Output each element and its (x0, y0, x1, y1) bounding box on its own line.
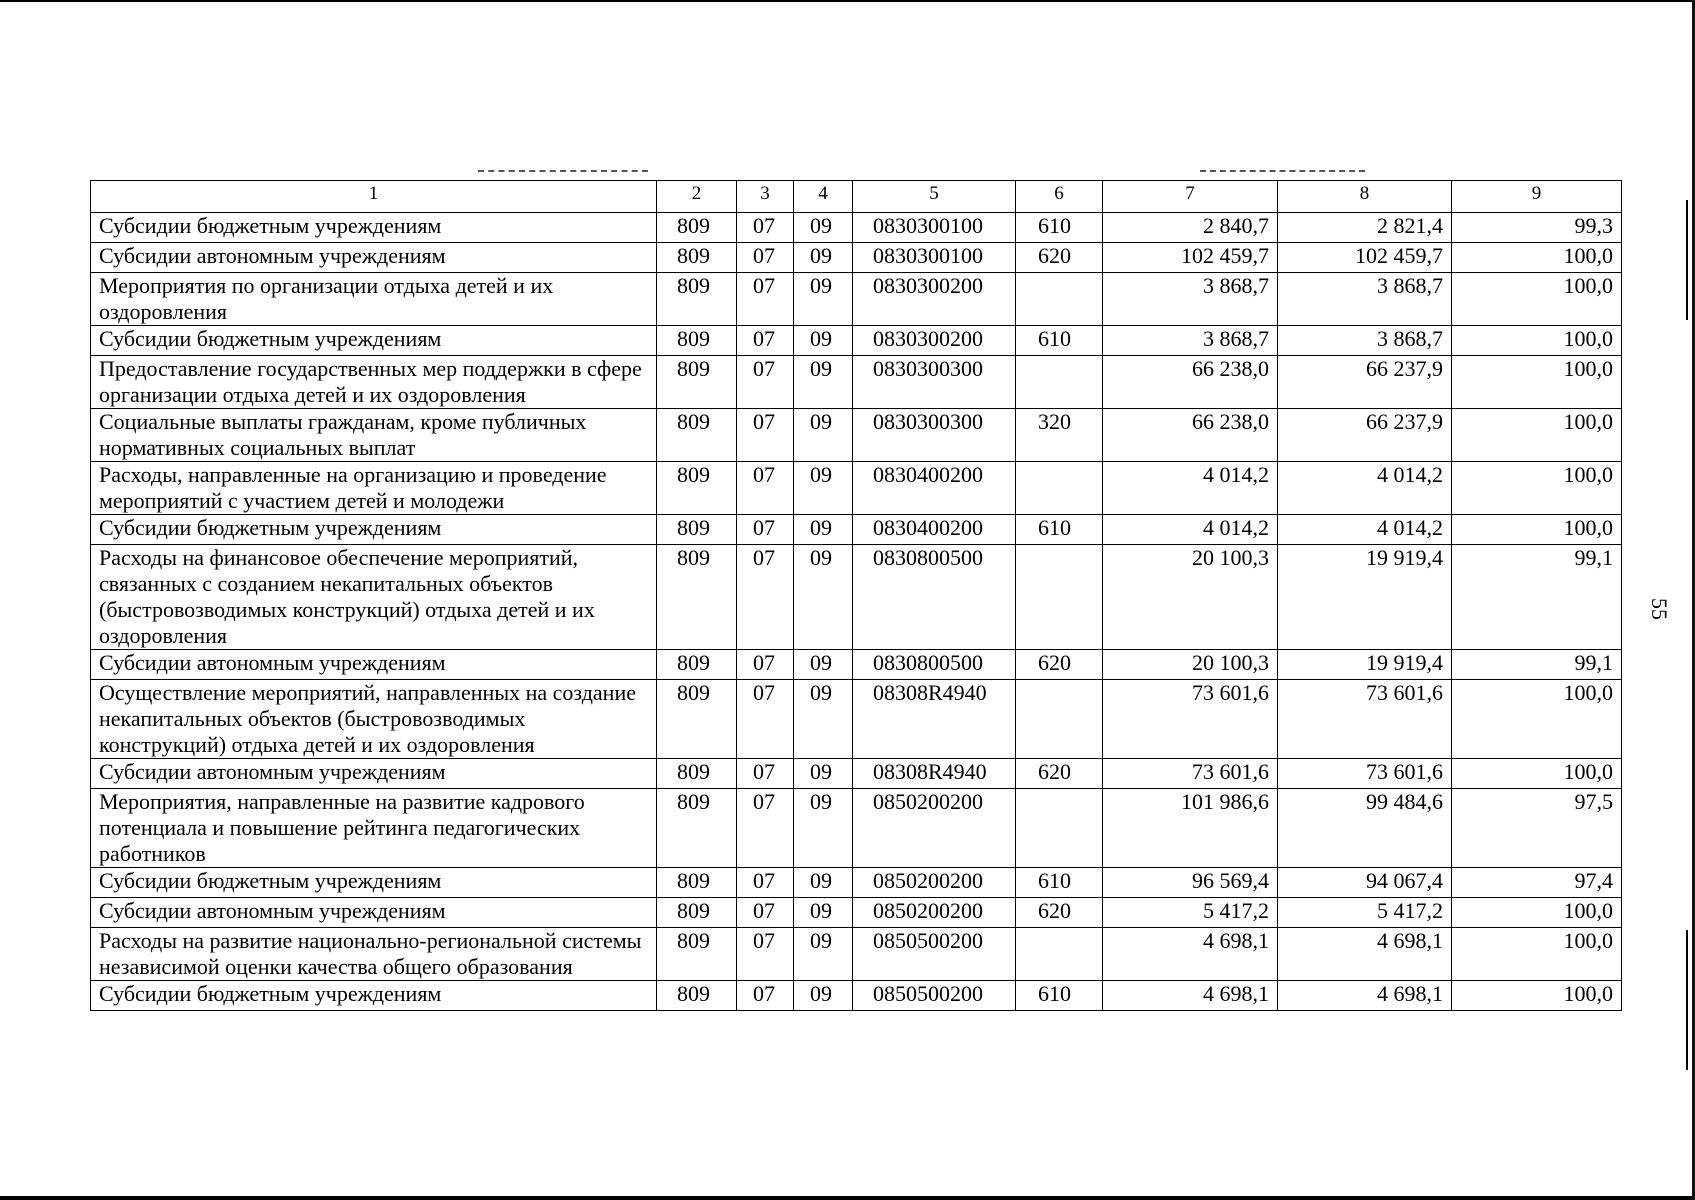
table-row (91, 898, 1622, 928)
table-row (91, 213, 1622, 243)
expense-type-cell: 610 (1016, 213, 1103, 243)
target-article-cell: 0830400200 (853, 462, 1016, 515)
section-code-cell: 07 (737, 898, 794, 928)
expense-type-cell: 620 (1016, 243, 1103, 273)
target-article-cell: 0830300200 (853, 273, 1016, 326)
admin-code-cell: 809 (657, 243, 737, 273)
subsection-code-cell: 09 (794, 356, 853, 409)
section-code-cell: 07 (737, 981, 794, 1011)
execution-percent-cell: 99,3 (1452, 213, 1622, 243)
executed-amount-cell: 4 014,2 (1278, 515, 1452, 545)
admin-code-cell: 809 (657, 409, 737, 462)
planned-amount-cell: 66 238,0 (1103, 356, 1278, 409)
execution-percent-cell: 97,4 (1452, 868, 1622, 898)
planned-amount-cell: 3 868,7 (1103, 273, 1278, 326)
target-article-cell: 0850500200 (853, 981, 1016, 1011)
column-header: 3 (737, 181, 794, 213)
binding-mark (1686, 930, 1688, 1070)
section-code-cell: 07 (737, 680, 794, 759)
subsection-code-cell: 09 (794, 545, 853, 650)
expense-type-cell (1016, 545, 1103, 650)
column-header: 7 (1103, 181, 1278, 213)
execution-percent-cell: 100,0 (1452, 898, 1622, 928)
table-row (91, 650, 1622, 680)
expense-type-cell (1016, 928, 1103, 981)
expense-name-cell: Мероприятия, направленные на развитие кадрового потенциала и повышение рейтинга педагогических работников (91, 789, 657, 868)
section-code-cell: 07 (737, 928, 794, 981)
executed-amount-cell: 66 237,9 (1278, 409, 1452, 462)
expense-name-cell: Мероприятия по организации отдыха детей и их оздоровления (91, 273, 657, 326)
expense-type-cell: 610 (1016, 868, 1103, 898)
executed-amount-cell: 4 014,2 (1278, 462, 1452, 515)
section-code-cell: 07 (737, 759, 794, 789)
expense-type-cell: 610 (1016, 515, 1103, 545)
admin-code-cell: 809 (657, 981, 737, 1011)
expense-name-cell: Субсидии бюджетным учреждениям (91, 515, 657, 545)
expense-type-cell (1016, 273, 1103, 326)
expense-name-cell: Субсидии автономным учреждениям (91, 759, 657, 789)
expense-type-cell: 610 (1016, 326, 1103, 356)
admin-code-cell: 809 (657, 650, 737, 680)
executed-amount-cell: 94 067,4 (1278, 868, 1452, 898)
planned-amount-cell: 4 014,2 (1103, 462, 1278, 515)
subsection-code-cell: 09 (794, 515, 853, 545)
target-article-cell: 0830800500 (853, 545, 1016, 650)
subsection-code-cell: 09 (794, 409, 853, 462)
planned-amount-cell: 3 868,7 (1103, 326, 1278, 356)
section-code-cell: 07 (737, 356, 794, 409)
executed-amount-cell: 19 919,4 (1278, 650, 1452, 680)
execution-percent-cell: 100,0 (1452, 680, 1622, 759)
subsection-code-cell: 09 (794, 928, 853, 981)
section-code-cell: 07 (737, 213, 794, 243)
planned-amount-cell: 2 840,7 (1103, 213, 1278, 243)
admin-code-cell: 809 (657, 868, 737, 898)
execution-percent-cell: 100,0 (1452, 243, 1622, 273)
table-row (91, 680, 1622, 759)
executed-amount-cell: 99 484,6 (1278, 789, 1452, 868)
subsection-code-cell: 09 (794, 243, 853, 273)
section-code-cell: 07 (737, 868, 794, 898)
table-row (91, 462, 1622, 515)
expense-name-cell: Социальные выплаты гражданам, кроме публичных нормативных социальных выплат (91, 409, 657, 462)
planned-amount-cell: 66 238,0 (1103, 409, 1278, 462)
subsection-code-cell: 09 (794, 898, 853, 928)
expense-name-cell: Расходы, направленные на организацию и проведение мероприятий с участием детей и молодежи (91, 462, 657, 515)
subsection-code-cell: 09 (794, 326, 853, 356)
section-code-cell: 07 (737, 409, 794, 462)
expense-type-cell: 620 (1016, 898, 1103, 928)
section-code-cell: 07 (737, 650, 794, 680)
expense-type-cell (1016, 789, 1103, 868)
column-header: 8 (1278, 181, 1452, 213)
subsection-code-cell: 09 (794, 462, 853, 515)
expense-name-cell: Предоставление государственных мер поддержки в сфере организации отдыха детей и их оздоровления (91, 356, 657, 409)
admin-code-cell: 809 (657, 545, 737, 650)
subsection-code-cell: 09 (794, 868, 853, 898)
admin-code-cell: 809 (657, 680, 737, 759)
planned-amount-cell: 101 986,6 (1103, 789, 1278, 868)
page-bottom-edge (0, 1196, 1695, 1200)
execution-percent-cell: 99,1 (1452, 545, 1622, 650)
target-article-cell: 0850200200 (853, 898, 1016, 928)
subsection-code-cell: 09 (794, 213, 853, 243)
admin-code-cell: 809 (657, 273, 737, 326)
executed-amount-cell: 102 459,7 (1278, 243, 1452, 273)
planned-amount-cell: 96 569,4 (1103, 868, 1278, 898)
table-row (91, 273, 1622, 326)
column-header: 4 (794, 181, 853, 213)
expense-name-cell: Расходы на развитие национально-региональной системы независимой оценки качества общего образования (91, 928, 657, 981)
executed-amount-cell: 5 417,2 (1278, 898, 1452, 928)
executed-amount-cell: 2 821,4 (1278, 213, 1452, 243)
execution-percent-cell: 99,1 (1452, 650, 1622, 680)
execution-percent-cell: 100,0 (1452, 981, 1622, 1011)
target-article-cell: 0830300200 (853, 326, 1016, 356)
execution-percent-cell: 100,0 (1452, 515, 1622, 545)
scan-artifact (1200, 170, 1365, 173)
target-article-cell: 0830400200 (853, 515, 1016, 545)
admin-code-cell: 809 (657, 213, 737, 243)
subsection-code-cell: 09 (794, 759, 853, 789)
target-article-cell: 08308R4940 (853, 680, 1016, 759)
expense-name-cell: Субсидии бюджетным учреждениям (91, 213, 657, 243)
admin-code-cell: 809 (657, 759, 737, 789)
table-row (91, 545, 1622, 650)
expense-type-cell: 620 (1016, 759, 1103, 789)
admin-code-cell: 809 (657, 515, 737, 545)
section-code-cell: 07 (737, 545, 794, 650)
table-row (91, 981, 1622, 1011)
expense-type-cell: 620 (1016, 650, 1103, 680)
table-header-row (91, 181, 1622, 213)
expense-type-cell (1016, 680, 1103, 759)
target-article-cell: 08308R4940 (853, 759, 1016, 789)
subsection-code-cell: 09 (794, 680, 853, 759)
table-row (91, 789, 1622, 868)
execution-percent-cell: 97,5 (1452, 789, 1622, 868)
subsection-code-cell: 09 (794, 789, 853, 868)
budget-table (90, 180, 1622, 1011)
target-article-cell: 0830800500 (853, 650, 1016, 680)
page-top-edge (0, 0, 1695, 2)
planned-amount-cell: 4 698,1 (1103, 981, 1278, 1011)
subsection-code-cell: 09 (794, 273, 853, 326)
column-header: 2 (657, 181, 737, 213)
expense-type-cell: 610 (1016, 981, 1103, 1011)
column-header: 5 (853, 181, 1016, 213)
admin-code-cell: 809 (657, 928, 737, 981)
target-article-cell: 0830300300 (853, 356, 1016, 409)
expense-name-cell: Субсидии бюджетным учреждениям (91, 326, 657, 356)
execution-percent-cell: 100,0 (1452, 356, 1622, 409)
target-article-cell: 0830300100 (853, 213, 1016, 243)
execution-percent-cell: 100,0 (1452, 409, 1622, 462)
section-code-cell: 07 (737, 273, 794, 326)
expense-type-cell (1016, 356, 1103, 409)
execution-percent-cell: 100,0 (1452, 326, 1622, 356)
column-header: 1 (91, 181, 657, 213)
target-article-cell: 0850500200 (853, 928, 1016, 981)
planned-amount-cell: 102 459,7 (1103, 243, 1278, 273)
executed-amount-cell: 4 698,1 (1278, 981, 1452, 1011)
target-article-cell: 0850200200 (853, 789, 1016, 868)
table-row (91, 409, 1622, 462)
expense-name-cell: Субсидии автономным учреждениям (91, 650, 657, 680)
table-row (91, 759, 1622, 789)
page-number: 55 (1647, 598, 1672, 620)
table-row (91, 868, 1622, 898)
execution-percent-cell: 100,0 (1452, 928, 1622, 981)
planned-amount-cell: 20 100,3 (1103, 650, 1278, 680)
expense-name-cell: Субсидии бюджетным учреждениям (91, 868, 657, 898)
admin-code-cell: 809 (657, 462, 737, 515)
executed-amount-cell: 19 919,4 (1278, 545, 1452, 650)
expense-name-cell: Расходы на финансовое обеспечение мероприятий, связанных с созданием некапитальных объектов (быстровозводимых конструкций) отдыха детей и их оздоровления (91, 545, 657, 650)
admin-code-cell: 809 (657, 356, 737, 409)
section-code-cell: 07 (737, 789, 794, 868)
execution-percent-cell: 100,0 (1452, 462, 1622, 515)
scan-artifact (478, 170, 648, 173)
target-article-cell: 0850200200 (853, 868, 1016, 898)
planned-amount-cell: 4 698,1 (1103, 928, 1278, 981)
admin-code-cell: 809 (657, 898, 737, 928)
table-row (91, 326, 1622, 356)
planned-amount-cell: 5 417,2 (1103, 898, 1278, 928)
table-row (91, 243, 1622, 273)
column-header: 6 (1016, 181, 1103, 213)
executed-amount-cell: 73 601,6 (1278, 680, 1452, 759)
section-code-cell: 07 (737, 515, 794, 545)
planned-amount-cell: 73 601,6 (1103, 680, 1278, 759)
execution-percent-cell: 100,0 (1452, 273, 1622, 326)
executed-amount-cell: 3 868,7 (1278, 326, 1452, 356)
expense-type-cell: 320 (1016, 409, 1103, 462)
executed-amount-cell: 66 237,9 (1278, 356, 1452, 409)
table-row (91, 928, 1622, 981)
admin-code-cell: 809 (657, 326, 737, 356)
admin-code-cell: 809 (657, 789, 737, 868)
column-header: 9 (1452, 181, 1622, 213)
target-article-cell: 0830300300 (853, 409, 1016, 462)
section-code-cell: 07 (737, 462, 794, 515)
target-article-cell: 0830300100 (853, 243, 1016, 273)
expense-type-cell (1016, 462, 1103, 515)
section-code-cell: 07 (737, 326, 794, 356)
expense-name-cell: Субсидии автономным учреждениям (91, 898, 657, 928)
planned-amount-cell: 73 601,6 (1103, 759, 1278, 789)
expense-name-cell: Субсидии автономным учреждениям (91, 243, 657, 273)
planned-amount-cell: 20 100,3 (1103, 545, 1278, 650)
binding-mark (1686, 200, 1688, 320)
section-code-cell: 07 (737, 243, 794, 273)
executed-amount-cell: 3 868,7 (1278, 273, 1452, 326)
table-row (91, 356, 1622, 409)
executed-amount-cell: 73 601,6 (1278, 759, 1452, 789)
table-row (91, 515, 1622, 545)
expense-name-cell: Субсидии бюджетным учреждениям (91, 981, 657, 1011)
subsection-code-cell: 09 (794, 650, 853, 680)
subsection-code-cell: 09 (794, 981, 853, 1011)
expense-name-cell: Осуществление мероприятий, направленных на создание некапитальных объектов (быстровозводимых конструкций) отдыха детей и их оздоровления (91, 680, 657, 759)
execution-percent-cell: 100,0 (1452, 759, 1622, 789)
executed-amount-cell: 4 698,1 (1278, 928, 1452, 981)
planned-amount-cell: 4 014,2 (1103, 515, 1278, 545)
